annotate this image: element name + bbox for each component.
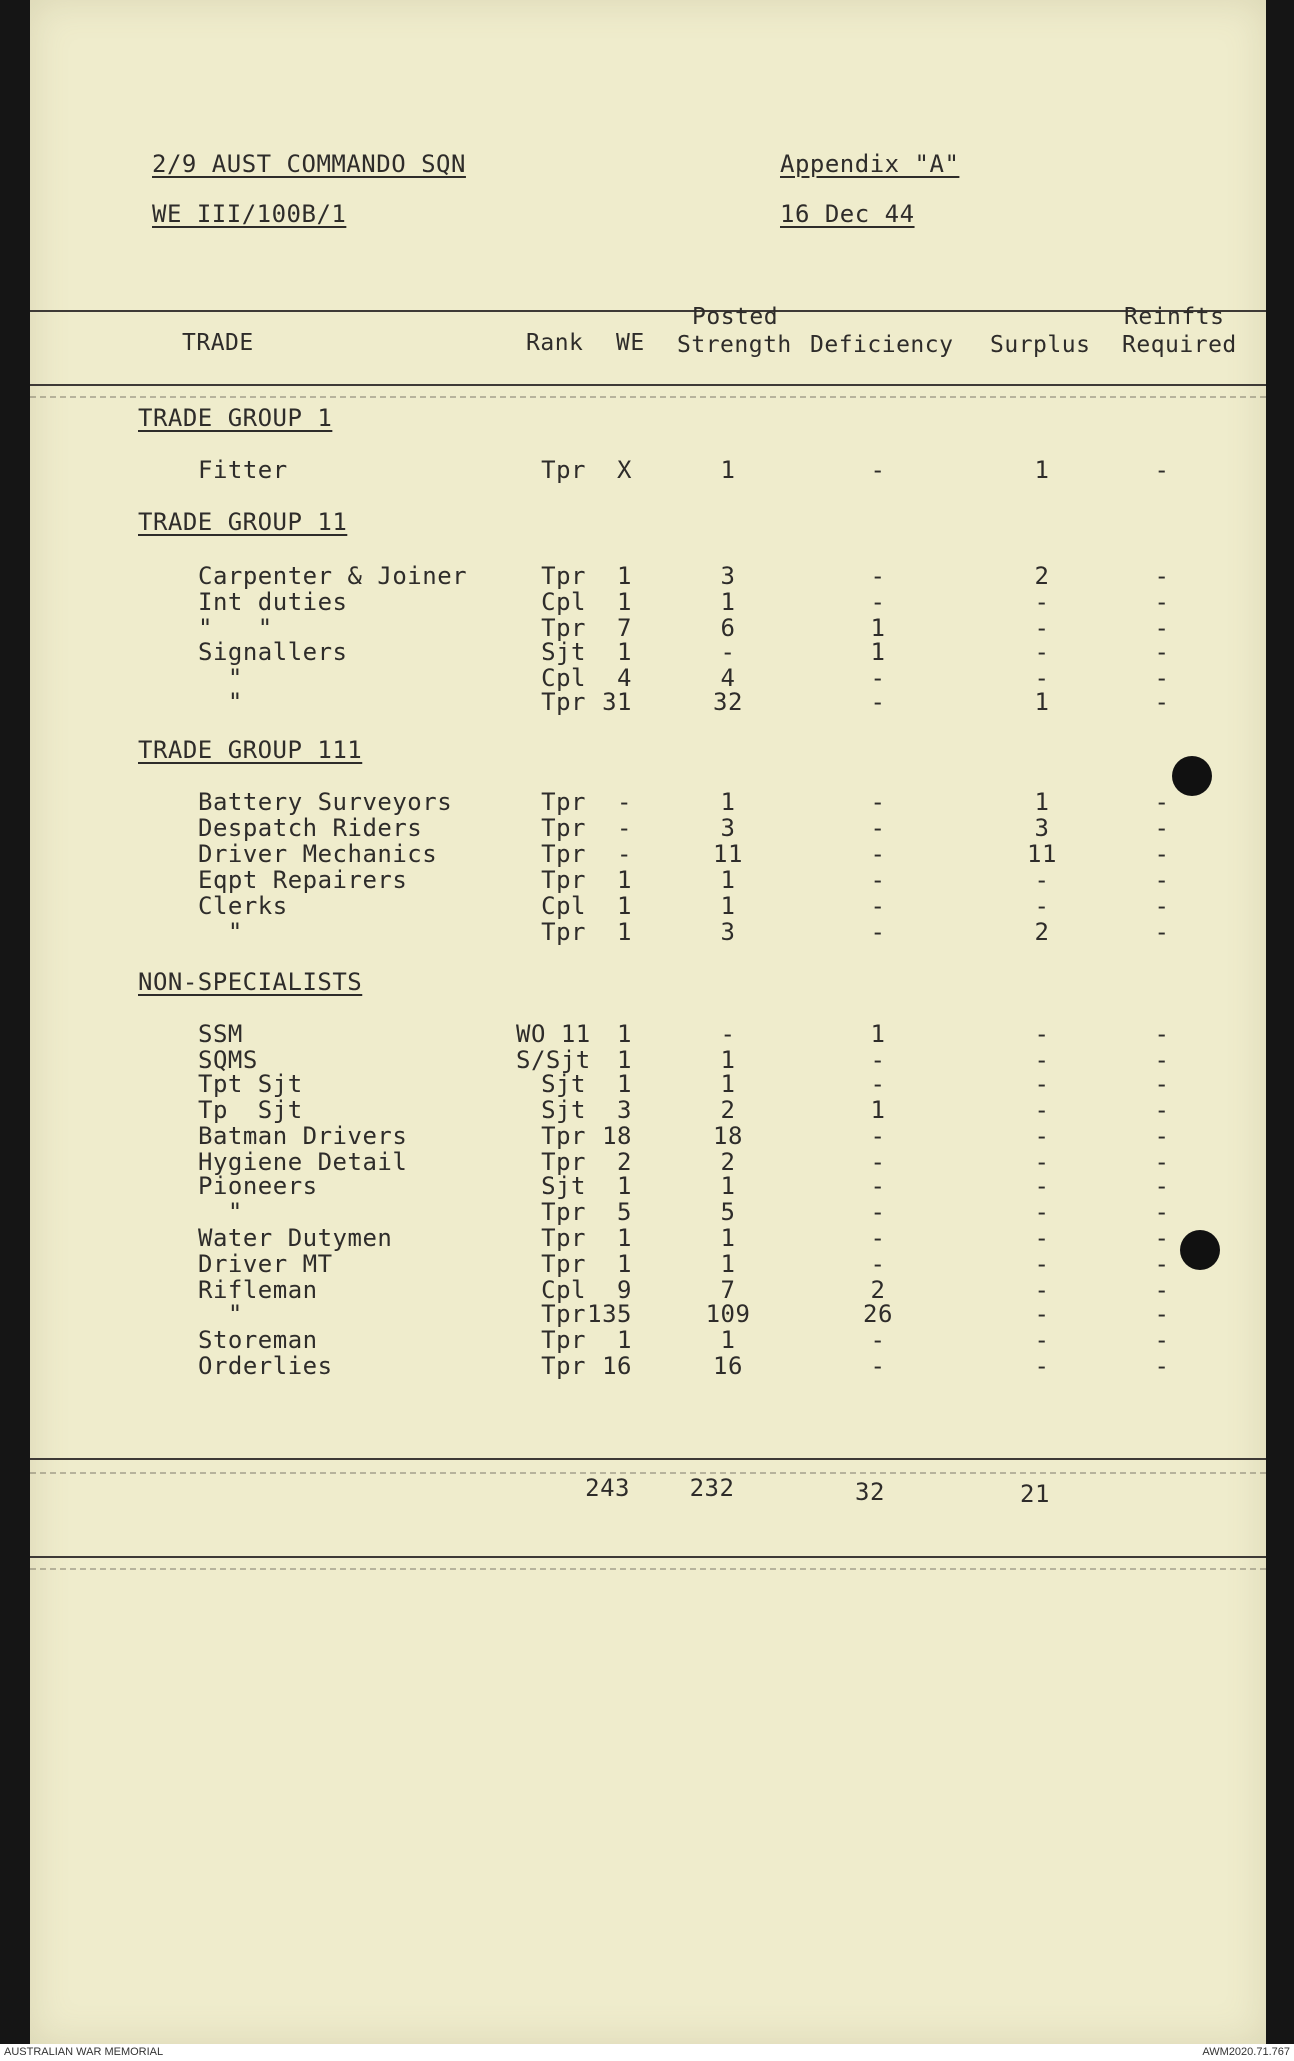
deficiency-cell: - xyxy=(870,918,886,946)
rank-cell: Tpr xyxy=(541,788,586,816)
rank-cell: Tpr xyxy=(541,1352,586,1380)
rank-cell: Sjt xyxy=(541,1096,586,1124)
required-cell: - xyxy=(1154,1326,1170,1354)
rank-cell: Cpl xyxy=(541,892,586,920)
posted-cell: 1 xyxy=(720,1172,736,1200)
total-posted: 232 xyxy=(689,1474,735,1502)
deficiency-cell: - xyxy=(870,688,886,716)
deficiency-cell: - xyxy=(870,840,886,868)
posted-cell: - xyxy=(720,638,736,666)
total-deficiency: 32 xyxy=(855,1478,885,1506)
posted-cell: 3 xyxy=(720,814,736,842)
surplus-cell: - xyxy=(1034,1326,1050,1354)
deficiency-cell: 2 xyxy=(870,1276,886,1304)
surplus-cell: 11 xyxy=(1027,840,1057,868)
posted-cell: 2 xyxy=(720,1096,736,1124)
surplus-cell: - xyxy=(1034,1070,1050,1098)
header-dash-rule xyxy=(30,396,1266,398)
surplus-cell: - xyxy=(1034,1224,1050,1252)
rank-cell: Cpl xyxy=(541,1276,586,1304)
surplus-cell: - xyxy=(1034,1300,1050,1328)
trade-cell: Despatch Riders xyxy=(198,814,423,842)
posted-cell: - xyxy=(720,1020,736,1048)
required-cell: - xyxy=(1154,562,1170,590)
rank-cell: Tpr xyxy=(541,614,586,642)
posted-cell: 3 xyxy=(720,562,736,590)
archive-name: AUSTRALIAN WAR MEMORIAL xyxy=(4,2046,164,2058)
total-we: 243 xyxy=(585,1474,630,1502)
trade-group-title: TRADE GROUP 111 xyxy=(138,736,363,764)
rank-cell: Tpr xyxy=(541,562,586,590)
required-cell: - xyxy=(1154,840,1170,868)
deficiency-cell: - xyxy=(870,562,886,590)
col-reinfts-line2: Required xyxy=(1122,332,1237,358)
rank-cell: Sjt xyxy=(541,638,586,666)
posted-cell: 6 xyxy=(720,614,736,642)
totals-top-rule xyxy=(30,1458,1266,1460)
unit-title: 2/9 AUST COMMANDO SQN xyxy=(152,150,466,178)
col-deficiency: Deficiency xyxy=(810,332,954,358)
required-cell: - xyxy=(1154,456,1170,484)
header-bottom-rule xyxy=(30,384,1266,386)
rank-cell: Sjt xyxy=(541,1070,586,1098)
required-cell: - xyxy=(1154,1122,1170,1150)
surplus-cell: - xyxy=(1034,1250,1050,1278)
required-cell: - xyxy=(1154,814,1170,842)
posted-cell: 1 xyxy=(720,456,736,484)
document-date: 16 Dec 44 xyxy=(780,200,915,228)
deficiency-cell: - xyxy=(870,1046,886,1074)
trade-cell: " xyxy=(198,918,243,946)
punch-hole-upper xyxy=(1172,756,1212,796)
trade-cell: Water Dutymen xyxy=(198,1224,393,1252)
rank-cell: Sjt xyxy=(541,1172,586,1200)
surplus-cell: - xyxy=(1034,1198,1050,1226)
rank-cell: S/Sjt xyxy=(516,1046,591,1074)
trade-cell: Hygiene Detail xyxy=(198,1148,408,1176)
deficiency-cell: - xyxy=(870,1172,886,1200)
required-cell: - xyxy=(1154,1020,1170,1048)
we-cell: 1 xyxy=(617,1046,632,1074)
rank-cell: WO 11 xyxy=(516,1020,591,1048)
deficiency-cell: - xyxy=(870,1352,886,1380)
we-cell: 1 xyxy=(617,1070,632,1098)
deficiency-cell: - xyxy=(870,456,886,484)
surplus-cell: - xyxy=(1034,1096,1050,1124)
required-cell: - xyxy=(1154,588,1170,616)
posted-cell: 3 xyxy=(720,918,736,946)
we-cell: 4 xyxy=(617,664,632,692)
trade-cell: Orderlies xyxy=(198,1352,333,1380)
posted-cell: 109 xyxy=(705,1300,751,1328)
surplus-cell: - xyxy=(1034,866,1050,894)
we-cell: 1 xyxy=(617,562,632,590)
col-we: WE xyxy=(616,330,645,356)
rank-cell: Tpr xyxy=(541,918,586,946)
rank-cell: Tpr xyxy=(541,1326,586,1354)
trade-group-title: TRADE GROUP 1 xyxy=(138,404,333,432)
rank-cell: Tpr xyxy=(541,456,586,484)
posted-cell: 1 xyxy=(720,866,736,894)
trade-cell: Batman Drivers xyxy=(198,1122,408,1150)
header-top-rule xyxy=(30,310,1266,312)
posted-cell: 18 xyxy=(713,1122,743,1150)
trade-cell: " xyxy=(198,1198,243,1226)
required-cell: - xyxy=(1154,1250,1170,1278)
surplus-cell: - xyxy=(1034,1046,1050,1074)
rank-cell: Tpr xyxy=(541,840,586,868)
we-cell: 1 xyxy=(617,918,632,946)
archive-footer xyxy=(0,2044,1294,2061)
trade-cell: Driver Mechanics xyxy=(198,840,438,868)
deficiency-cell: 1 xyxy=(870,614,886,642)
deficiency-cell: - xyxy=(870,588,886,616)
punch-hole-lower xyxy=(1180,1230,1220,1270)
trade-cell: Signallers xyxy=(198,638,348,666)
trade-cell: Int duties xyxy=(198,588,348,616)
required-cell: - xyxy=(1154,614,1170,642)
required-cell: - xyxy=(1154,1148,1170,1176)
bottom-dash-rule xyxy=(30,1568,1266,1570)
surplus-cell: 2 xyxy=(1034,918,1050,946)
trade-cell: Tp Sjt xyxy=(198,1096,303,1124)
trade-group-title: TRADE GROUP 11 xyxy=(138,508,348,536)
we-cell: 31 xyxy=(602,688,632,716)
rank-cell: Tpr xyxy=(541,1224,586,1252)
posted-cell: 1 xyxy=(720,1326,736,1354)
rank-cell: Tpr xyxy=(541,1122,586,1150)
we-cell: 1 xyxy=(617,1326,632,1354)
we-cell: X xyxy=(617,456,632,484)
trade-cell: SSM xyxy=(198,1020,243,1048)
we-cell: 1 xyxy=(617,892,632,920)
trade-cell: " xyxy=(198,1300,243,1328)
archive-reference: AWM2020.71.767 xyxy=(1202,2046,1290,2058)
we-cell: 1 xyxy=(617,1250,632,1278)
col-posted-line1: Posted xyxy=(692,304,779,330)
required-cell: - xyxy=(1154,664,1170,692)
trade-cell: " " xyxy=(198,614,273,642)
we-cell: 9 xyxy=(617,1276,632,1304)
required-cell: - xyxy=(1154,1046,1170,1074)
surplus-cell: - xyxy=(1034,614,1050,642)
we-cell: 1 xyxy=(617,1172,632,1200)
posted-cell: 4 xyxy=(720,664,736,692)
deficiency-cell: - xyxy=(870,866,886,894)
we-cell: 1 xyxy=(617,866,632,894)
we-cell: 1 xyxy=(617,638,632,666)
deficiency-cell: - xyxy=(870,788,886,816)
deficiency-cell: 1 xyxy=(870,1020,886,1048)
required-cell: - xyxy=(1154,1172,1170,1200)
posted-cell: 32 xyxy=(713,688,743,716)
required-cell: - xyxy=(1154,638,1170,666)
rank-cell: Cpl xyxy=(541,664,586,692)
rank-cell: Tpr xyxy=(541,814,586,842)
deficiency-cell: - xyxy=(870,1122,886,1150)
surplus-cell: - xyxy=(1034,1020,1050,1048)
posted-cell: 1 xyxy=(720,788,736,816)
we-cell: 2 xyxy=(617,1148,632,1176)
deficiency-cell: 26 xyxy=(863,1300,893,1328)
trade-cell: SQMS xyxy=(198,1046,258,1074)
trade-cell: " xyxy=(198,688,243,716)
trade-cell: Storeman xyxy=(198,1326,318,1354)
surplus-cell: 1 xyxy=(1034,456,1050,484)
trade-cell: Clerks xyxy=(198,892,288,920)
posted-cell: 1 xyxy=(720,1046,736,1074)
rank-cell: Tpr xyxy=(541,866,586,894)
rank-cell: Tpr xyxy=(541,1250,586,1278)
we-cell: 5 xyxy=(617,1198,632,1226)
we-cell: 1 xyxy=(617,588,632,616)
surplus-cell: 1 xyxy=(1034,788,1050,816)
deficiency-cell: - xyxy=(870,1250,886,1278)
trade-cell: Carpenter & Joiner xyxy=(198,562,468,590)
surplus-cell: - xyxy=(1034,1172,1050,1200)
posted-cell: 2 xyxy=(720,1148,736,1176)
trade-cell: Tpt Sjt xyxy=(198,1070,303,1098)
col-rank: Rank xyxy=(526,330,584,356)
deficiency-cell: - xyxy=(870,1326,886,1354)
deficiency-cell: 1 xyxy=(870,638,886,666)
deficiency-cell: - xyxy=(870,814,886,842)
surplus-cell: - xyxy=(1034,664,1050,692)
we-cell: - xyxy=(617,788,632,816)
required-cell: - xyxy=(1154,1300,1170,1328)
rank-cell: Tpr xyxy=(541,688,586,716)
posted-cell: 7 xyxy=(720,1276,736,1304)
surplus-cell: 3 xyxy=(1034,814,1050,842)
required-cell: - xyxy=(1154,1096,1170,1124)
required-cell: - xyxy=(1154,892,1170,920)
surplus-cell: - xyxy=(1034,1352,1050,1380)
required-cell: - xyxy=(1154,918,1170,946)
required-cell: - xyxy=(1154,1352,1170,1380)
trade-cell: Eqpt Repairers xyxy=(198,866,408,894)
surplus-cell: 2 xyxy=(1034,562,1050,590)
posted-cell: 11 xyxy=(713,840,743,868)
trade-cell: Fitter xyxy=(198,456,288,484)
deficiency-cell: - xyxy=(870,892,886,920)
deficiency-cell: - xyxy=(870,1148,886,1176)
totals-dash-rule xyxy=(30,1472,1266,1474)
deficiency-cell: - xyxy=(870,664,886,692)
required-cell: - xyxy=(1154,866,1170,894)
rank-cell: Tpr xyxy=(541,1148,586,1176)
col-surplus: Surplus xyxy=(990,332,1091,358)
total-surplus: 21 xyxy=(1020,1480,1050,1508)
required-cell: - xyxy=(1154,1276,1170,1304)
trade-cell: Rifleman xyxy=(198,1276,318,1304)
we-cell: 16 xyxy=(602,1352,632,1380)
surplus-cell: - xyxy=(1034,1148,1050,1176)
we-cell: 1 xyxy=(617,1020,632,1048)
we-cell: 1 xyxy=(617,1224,632,1252)
surplus-cell: - xyxy=(1034,1122,1050,1150)
totals-bottom-rule xyxy=(30,1556,1266,1558)
posted-cell: 1 xyxy=(720,588,736,616)
deficiency-cell: - xyxy=(870,1070,886,1098)
posted-cell: 5 xyxy=(720,1198,736,1226)
col-reinfts-line1: Reinfts xyxy=(1124,304,1225,330)
required-cell: - xyxy=(1154,1198,1170,1226)
trade-cell: " xyxy=(198,664,243,692)
surplus-cell: - xyxy=(1034,588,1050,616)
surplus-cell: - xyxy=(1034,638,1050,666)
posted-cell: 1 xyxy=(720,892,736,920)
col-trade: TRADE xyxy=(182,330,254,356)
we-cell: - xyxy=(617,840,632,868)
surplus-cell: 1 xyxy=(1034,688,1050,716)
deficiency-cell: - xyxy=(870,1198,886,1226)
rank-cell: Tpr xyxy=(541,1300,586,1328)
we-cell: 3 xyxy=(617,1096,632,1124)
trade-cell: Battery Surveyors xyxy=(198,788,453,816)
deficiency-cell: - xyxy=(870,1224,886,1252)
posted-cell: 1 xyxy=(720,1224,736,1252)
we-cell: - xyxy=(617,814,632,842)
we-reference: WE III/100B/1 xyxy=(152,200,347,228)
appendix-label: Appendix "A" xyxy=(780,150,960,178)
required-cell: - xyxy=(1154,1070,1170,1098)
posted-cell: 16 xyxy=(713,1352,743,1380)
we-cell: 18 xyxy=(602,1122,632,1150)
trade-cell: Driver MT xyxy=(198,1250,333,1278)
we-cell: 7 xyxy=(617,614,632,642)
posted-cell: 1 xyxy=(720,1250,736,1278)
trade-group-title: NON-SPECIALISTS xyxy=(138,968,363,996)
trade-cell: Pioneers xyxy=(198,1172,318,1200)
required-cell: - xyxy=(1154,688,1170,716)
rank-cell: Cpl xyxy=(541,588,586,616)
required-cell: - xyxy=(1154,1224,1170,1252)
rank-cell: Tpr xyxy=(541,1198,586,1226)
we-cell: 135 xyxy=(587,1300,632,1328)
col-posted-line2: Strength xyxy=(677,332,792,358)
deficiency-cell: 1 xyxy=(870,1096,886,1124)
surplus-cell: - xyxy=(1034,892,1050,920)
surplus-cell: - xyxy=(1034,1276,1050,1304)
required-cell: - xyxy=(1154,788,1170,816)
posted-cell: 1 xyxy=(720,1070,736,1098)
